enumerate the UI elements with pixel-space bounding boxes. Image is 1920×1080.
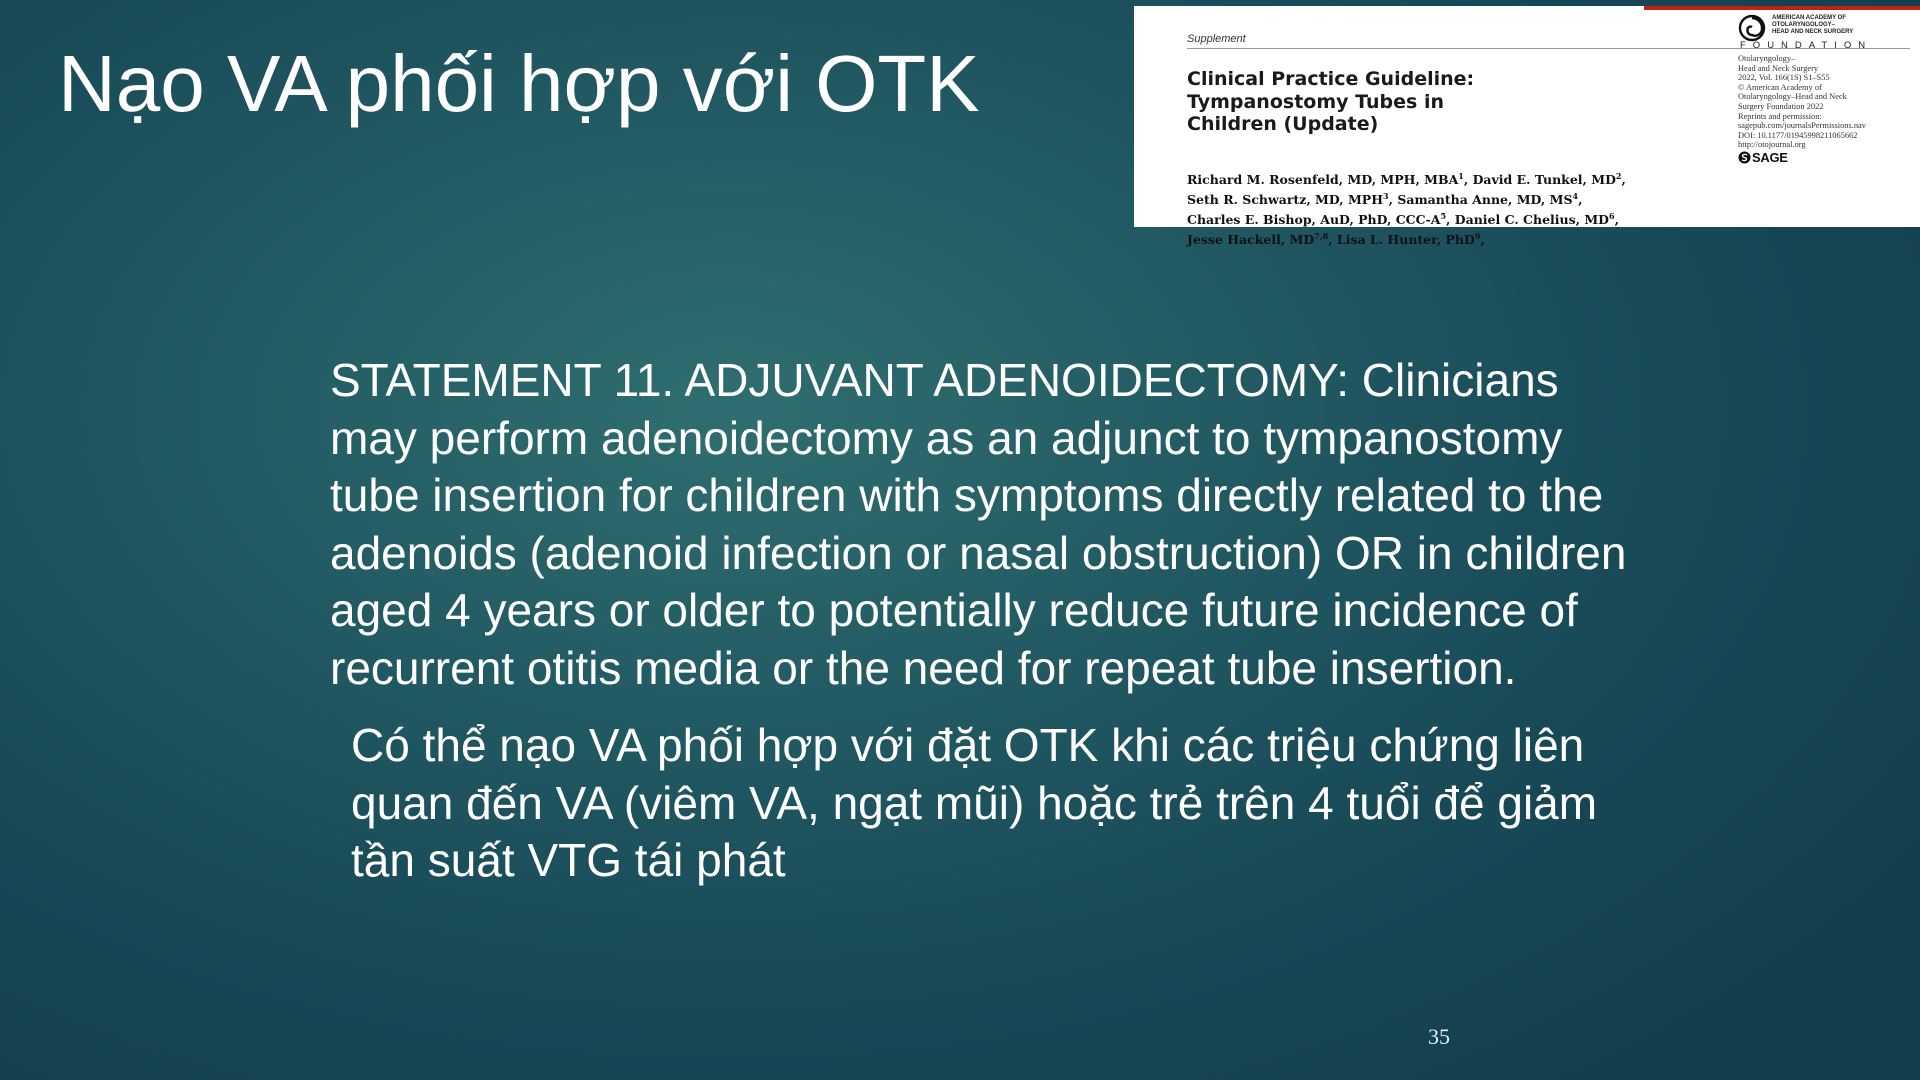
journal-meta-line: Surgery Foundation 2022 bbox=[1738, 101, 1824, 111]
translation-line: tần suất VTG tái phát bbox=[351, 834, 786, 886]
author-affiliation: 3 bbox=[1383, 191, 1389, 202]
statement-text bbox=[330, 352, 1730, 697]
author-affiliation: 7,8 bbox=[1314, 231, 1329, 242]
slide-title: Nạo VA phối hợp với OTK bbox=[58, 39, 980, 128]
author-line bbox=[1187, 208, 1626, 228]
author-separator: , bbox=[1328, 232, 1337, 248]
statement-line: adenoids (adenoid infection or nasal obstruction) OR in children bbox=[330, 526, 1627, 579]
journal-meta-line: sagepub.com/journalsPermissions.nav bbox=[1738, 121, 1866, 131]
author-name: Lisa L. Hunter, PhD bbox=[1336, 232, 1475, 248]
author-name: Richard M. Rosenfeld, MD, MPH, MBA bbox=[1187, 172, 1459, 188]
sage-logo bbox=[1738, 149, 1788, 166]
vietnamese-translation bbox=[351, 717, 1731, 890]
journal-authors bbox=[1187, 168, 1626, 249]
translation-line: Có thể nạo VA phối hợp với đặt OTK khi các triệu chứng liên bbox=[351, 719, 1585, 771]
author-separator: , bbox=[1388, 192, 1398, 208]
author-line bbox=[1187, 188, 1626, 208]
author-separator: , bbox=[1578, 192, 1583, 208]
author-separator: , bbox=[1480, 232, 1485, 248]
author-separator: , bbox=[1463, 172, 1473, 188]
journal-meta-line: Otolaryngology–Head and Neck bbox=[1738, 92, 1847, 102]
author-name: Daniel C. Chelius, MD bbox=[1454, 212, 1610, 228]
statement-line: aged 4 years or older to potentially reduce future incidence of bbox=[330, 584, 1578, 636]
journal-title-line: Tympanostomy Tubes in bbox=[1187, 90, 1444, 113]
sage-logo-icon bbox=[1738, 151, 1751, 164]
author-affiliation: 6 bbox=[1609, 211, 1615, 222]
journal-meta-line: http://otojournal.org bbox=[1738, 140, 1806, 150]
statement-line: recurrent otitis media or the need for repeat tube insertion. bbox=[330, 641, 1517, 694]
journal-title-line: Children (Update) bbox=[1187, 113, 1379, 135]
author-affiliation: 2 bbox=[1615, 171, 1622, 181]
journal-title-line: Clinical Practice Guideline: bbox=[1187, 68, 1475, 90]
statement-line: may perform adenoidectomy as an adjunct to tympanostomy bbox=[330, 411, 1563, 464]
journal-meta-line: Head and Neck Surgery bbox=[1738, 63, 1819, 73]
translation-line: quan đến VA (viêm VA, ngạt mũi) hoặc trẻ trên 4 tuổi để giảm bbox=[351, 776, 1598, 829]
author-affiliation: 1 bbox=[1458, 171, 1464, 181]
aao-foundation-label: FOUNDATION bbox=[1740, 40, 1873, 51]
swirl-logo-icon bbox=[1738, 14, 1768, 42]
author-affiliation: 9 bbox=[1474, 231, 1481, 242]
author-line bbox=[1187, 228, 1626, 248]
journal-excerpt-image bbox=[1134, 6, 1920, 248]
statement-line: STATEMENT 11. ADJUVANT ADENOIDECTOMY: Clinicians bbox=[330, 354, 1559, 406]
author-affiliation: 5 bbox=[1440, 211, 1447, 222]
sage-logo-text: SAGE bbox=[1752, 150, 1788, 166]
aao-org-name-line: HEAD AND NECK SURGERY bbox=[1772, 29, 1854, 35]
aao-org-name bbox=[1772, 15, 1853, 36]
journal-meta-line: Reprints and permission: bbox=[1738, 111, 1822, 121]
aao-org-name-line: OTOLARYNGOLOGY– bbox=[1772, 22, 1836, 28]
slide-page-number: 35 bbox=[1428, 1024, 1450, 1049]
aao-org-name-line: AMERICAN ACADEMY OF bbox=[1772, 15, 1847, 21]
journal-meta-line: © American Academy of bbox=[1738, 82, 1822, 92]
author-line bbox=[1187, 168, 1626, 188]
journal-meta-line: Otolaryngology– bbox=[1738, 54, 1796, 63]
author-separator: , bbox=[1621, 172, 1626, 188]
author-name: Charles E. Bishop, AuD, PhD, CCC-A bbox=[1187, 212, 1441, 228]
author-name: Seth R. Schwartz, MD, MPH bbox=[1187, 192, 1384, 208]
author-name: Jesse Hackell, MD bbox=[1187, 232, 1315, 248]
author-name: Samantha Anne, MD, MS bbox=[1397, 192, 1573, 208]
journal-article-title bbox=[1187, 68, 1547, 136]
journal-accent-bar bbox=[1644, 6, 1920, 10]
statement-line: tube insertion for children with symptoms directly related to the bbox=[330, 469, 1604, 521]
author-affiliation: 4 bbox=[1572, 191, 1579, 202]
journal-meta bbox=[1738, 54, 1866, 150]
journal-meta-line: DOI: 10.1177/01945998211065662 bbox=[1738, 130, 1858, 140]
author-separator: , bbox=[1446, 212, 1455, 228]
author-name: David E. Tunkel, MD bbox=[1472, 172, 1616, 188]
aao-foundation-logo bbox=[1738, 12, 1918, 52]
journal-meta-line: 2022, Vol. 166(1S) S1–S55 bbox=[1738, 73, 1830, 83]
journal-section-label: Supplement bbox=[1187, 33, 1246, 45]
author-separator: , bbox=[1614, 212, 1619, 228]
